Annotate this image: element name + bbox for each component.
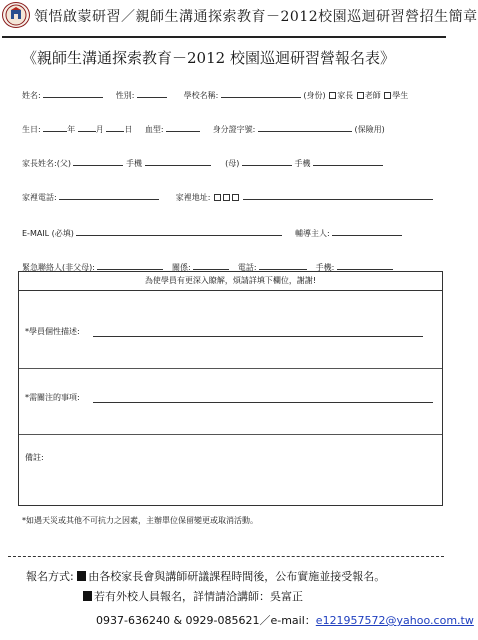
- details-box: [18, 271, 443, 506]
- address-box-2[interactable]: [223, 194, 230, 201]
- year-label: 年: [67, 125, 76, 134]
- home-phone-label: 家裡電話:: [22, 193, 57, 202]
- guardian-label: 輔導主人:: [295, 229, 330, 238]
- name-field[interactable]: [43, 89, 103, 98]
- school-field[interactable]: [221, 89, 301, 98]
- day-field[interactable]: [106, 123, 124, 132]
- day-label: 日: [124, 125, 133, 134]
- school-emblem-icon: [2, 2, 30, 28]
- personality-field[interactable]: [93, 326, 423, 337]
- form-title: 《親師生溝通探索教育－2012 校園巡迴研習營報名表》: [22, 49, 395, 67]
- dashed-divider: [8, 556, 444, 557]
- remarks-label: 備註:: [25, 453, 44, 462]
- father-name-field[interactable]: [73, 157, 123, 166]
- disclaimer-note: *如遇天災或其他不可抗力之因素，主辦單位保留變更或取消活動。: [22, 516, 258, 525]
- registration-label: 報名方式:: [26, 570, 74, 583]
- mother-name-field[interactable]: [242, 157, 292, 166]
- mother-label: (母): [225, 159, 240, 168]
- guardian-field[interactable]: [332, 227, 402, 236]
- relation-field[interactable]: [193, 261, 229, 270]
- address-label: 家裡地址:: [175, 193, 211, 202]
- email-field[interactable]: [76, 227, 282, 236]
- details-box-header: 為使學員有更深入瞭解，煩請詳填下欄位，謝謝!: [19, 272, 442, 291]
- insurance-note: (保險用): [354, 125, 385, 134]
- birthday-label: 生日:: [22, 125, 41, 134]
- emergency-name-field[interactable]: [97, 261, 163, 270]
- identity-label: (身份): [303, 91, 326, 100]
- father-name-label: 家長姓名:(父): [22, 159, 71, 168]
- registration-text-2: 若有外校人員報名，詳情請洽講師：吳富正: [94, 590, 303, 603]
- year-field[interactable]: [43, 123, 67, 132]
- row-basic-info: [22, 89, 408, 101]
- emergency-mobile-label: 手機:: [315, 263, 335, 272]
- attention-label: *需關注的事項:: [25, 393, 80, 402]
- emergency-mobile-field[interactable]: [337, 261, 393, 270]
- bullet-square-icon: [77, 571, 86, 581]
- blood-label: 血型:: [144, 125, 164, 134]
- contact-phones: 0937-636240 & 0929-085621／e-mail：: [96, 614, 316, 627]
- father-mobile-field[interactable]: [145, 157, 211, 166]
- header-divider: [2, 36, 446, 38]
- mother-mobile-label: 手機: [294, 159, 311, 168]
- emergency-phone-field[interactable]: [259, 261, 307, 270]
- contact-email-link[interactable]: e121957572@yahoo.com.tw: [315, 614, 474, 627]
- mother-mobile-field[interactable]: [313, 157, 383, 166]
- registration-line-1: [26, 568, 385, 584]
- teacher-checkbox[interactable]: [357, 92, 364, 99]
- address-box-3[interactable]: [232, 194, 239, 201]
- attention-field[interactable]: [93, 392, 433, 403]
- id-number-label: 身分證字號:: [212, 125, 256, 134]
- address-field[interactable]: [243, 191, 433, 200]
- box-divider-2: [19, 434, 442, 435]
- registration-line-2: [83, 588, 303, 604]
- home-phone-field[interactable]: [59, 191, 159, 200]
- registration-text-1: 由各校家長會與講師研議課程時間後，公布實施並接受報名。: [88, 570, 386, 583]
- emergency-phone-label: 電話:: [237, 263, 257, 272]
- teacher-option: 老師: [364, 91, 381, 100]
- row-birthday: [22, 123, 385, 135]
- month-field[interactable]: [78, 123, 96, 132]
- bullet-square-icon: [83, 591, 92, 601]
- email-label: E-MAIL (必填): [22, 229, 74, 238]
- box-divider-1: [19, 368, 442, 369]
- father-mobile-label: 手機: [126, 159, 143, 168]
- row-home: [22, 191, 433, 203]
- row-email: [22, 227, 402, 239]
- student-checkbox[interactable]: [384, 92, 391, 99]
- header-title: 領悟啟蒙研習／親師生溝通探索教育－2012校園巡迴研習營招生簡章: [34, 9, 478, 25]
- relation-label: 關係:: [172, 263, 191, 272]
- emergency-label: 緊急聯絡人(非父母):: [22, 263, 95, 272]
- row-parents: [22, 157, 383, 169]
- student-option: 學生: [392, 91, 409, 100]
- name-label: 姓名:: [22, 91, 41, 100]
- id-number-field[interactable]: [258, 123, 352, 132]
- personality-label: *學員個性描述:: [25, 327, 80, 336]
- blood-field[interactable]: [166, 123, 200, 132]
- month-label: 月: [95, 125, 104, 134]
- gender-field[interactable]: [137, 89, 167, 98]
- parent-option: 家長: [337, 91, 354, 100]
- contact-line: [96, 612, 474, 628]
- address-box-1[interactable]: [214, 194, 221, 201]
- gender-label: 性別:: [115, 91, 135, 100]
- parent-checkbox[interactable]: [329, 92, 336, 99]
- school-label: 學校名稱:: [183, 91, 219, 100]
